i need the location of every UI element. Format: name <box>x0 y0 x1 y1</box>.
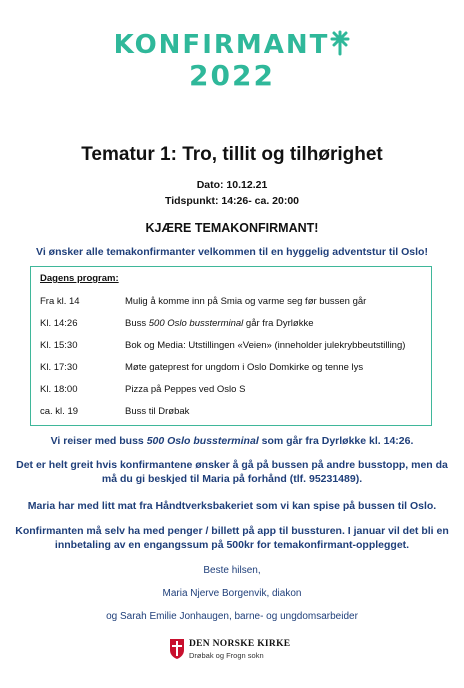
program-time: ca. kl. 19 <box>40 406 79 417</box>
program-row <box>40 406 189 417</box>
signer-1: Maria Njerve Borgenvik, diakon <box>162 588 302 599</box>
program-row <box>40 362 363 373</box>
program-time: Kl. 18:00 <box>40 384 78 395</box>
program-text: Møte gateprest for ungdom i Oslo Domkirke og tenne lys <box>125 362 364 373</box>
program-text: Pizza på Peppes ved Oslo S <box>125 384 246 395</box>
greeting-heading: KJÆRE TEMAKONFIRMANT! <box>145 221 319 235</box>
brand-logo <box>0 30 464 92</box>
signer-2: og Sarah Emilie Jonhaugen, barne- og ungdomsarbeider <box>106 611 358 622</box>
date-line: Dato: 10.12.21 <box>196 179 268 191</box>
program-time: Kl. 15:30 <box>40 340 78 351</box>
program-text: Mulig å komme inn på Smia og varme seg før bussen går <box>125 296 367 307</box>
closing-text: Beste hilsen, <box>203 565 261 576</box>
program-time: Kl. 14:26 <box>40 318 78 329</box>
program-text-italic: 500 Oslo bussterminal <box>148 318 244 329</box>
brand-word: KONFIRMANT <box>113 30 330 60</box>
program-text-after: går fra Dyrløkke <box>243 318 314 329</box>
other-stops-text: Det er helt greit hvis konfirmantene ønsker å gå på bussen på andre busstopp, men da må du gi beskjed til Maria på forhånd (tlf. 95231489). <box>16 459 448 485</box>
program-row <box>40 384 245 395</box>
program-row <box>40 318 314 329</box>
program-row <box>40 340 405 351</box>
program-text: Buss <box>125 318 149 329</box>
church-logo <box>169 638 309 664</box>
brand-year: 2022 <box>189 59 275 92</box>
program-text: Buss til Drøbak <box>125 406 190 417</box>
time-line: Tidspunkt: 14:26- ca. 20:00 <box>164 195 300 207</box>
program-time: Fra kl. 14 <box>40 296 80 307</box>
bus-info: Vi reiser med buss 500 Oslo bussterminal som går fra Dyrløkke kl. 14:26. <box>50 435 414 447</box>
program-text: Bok og Media: Utstillingen «Veien» (inneholder julekrybbeutstilling) <box>125 340 406 351</box>
program-heading: Dagens program: <box>40 273 119 284</box>
payment-text: Konfirmanten må selv ha med penger / billett på app til bussturen. I januar vil det bli en innbetaling av en engangssum på 500kr for temakonfirmant-opplegget. <box>15 525 449 551</box>
parish-name: Drøbak og Frogn sokn <box>189 651 264 660</box>
program-time: Kl. 17:30 <box>40 362 78 373</box>
church-shield-icon <box>169 638 185 660</box>
page-title: Tematur 1: Tro, tillit og tilhørighet <box>81 144 383 165</box>
program-box <box>30 266 432 426</box>
food-text: Maria har med litt mat fra Håndtverksbakeriet som vi kan spise på bussen til Oslo. <box>27 500 437 512</box>
program-row <box>40 296 366 307</box>
church-name: DEN NORSKE KIRKE <box>189 639 291 649</box>
welcome-text: Vi ønsker alle temakonfirmanter velkommen til en hyggelig adventstur til Oslo! <box>36 246 428 258</box>
sparkle-cross-icon <box>330 30 350 56</box>
